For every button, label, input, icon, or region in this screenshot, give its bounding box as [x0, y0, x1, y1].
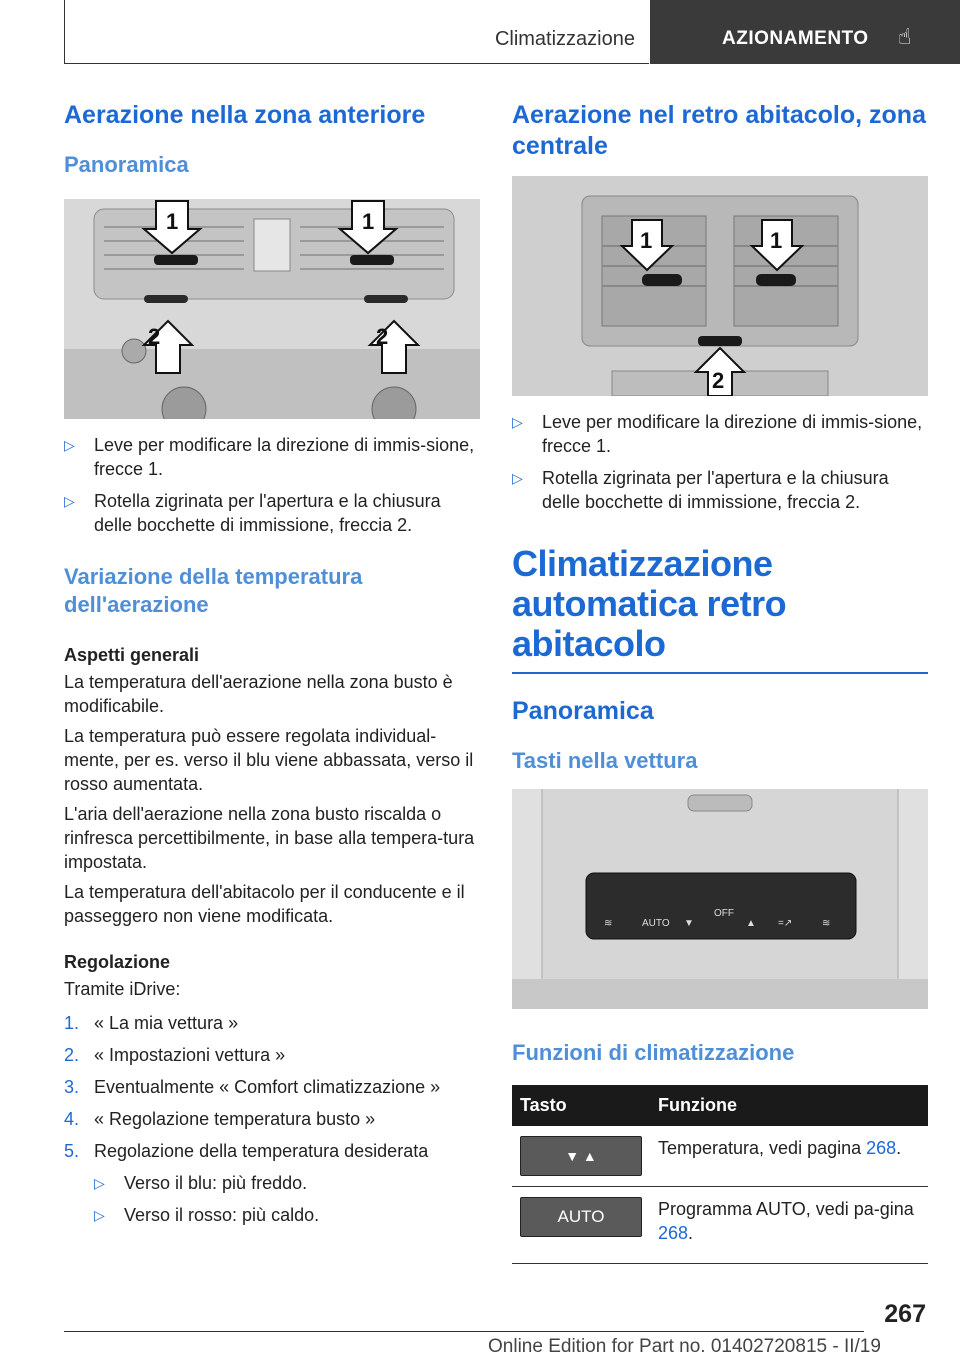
- left-column: [64, 100, 480, 1235]
- list-item: [64, 433, 480, 481]
- footer-rule: [64, 1331, 864, 1332]
- table-header-row: [512, 1085, 928, 1126]
- front-vent-title: Aerazione nella zona anteriore: [64, 101, 426, 129]
- list-item: [64, 1011, 480, 1035]
- svg-text:≋: ≋: [822, 918, 831, 929]
- list-item: [64, 489, 480, 537]
- rear-auto-climate-title: Climatizzazione automatica retro abitacolo: [512, 543, 787, 664]
- table-row: [512, 1126, 928, 1187]
- rear-vent-title: Aerazione nel retro abitacolo, zona centrale: [512, 101, 926, 160]
- regolazione-steps: [64, 1011, 480, 1163]
- hand-pointer-icon: ☝: [898, 24, 912, 49]
- header-divider: [64, 0, 65, 64]
- rear-panoramica-heading: Panoramica: [512, 697, 654, 725]
- svg-text:1: 1: [166, 209, 179, 234]
- triangle-bullet-icon: ▷: [64, 437, 75, 453]
- paragraph: L'aria dell'aerazione nella zona busto riscalda o rinfresca percettibilmente, in base alla tempera-tura impostata.: [64, 804, 475, 872]
- table-row: [512, 1187, 928, 1264]
- auto-key-icon: AUTO: [520, 1197, 642, 1237]
- page-link[interactable]: 268: [866, 1138, 897, 1158]
- panel-key-auto: AUTO: [642, 918, 670, 929]
- funzioni-heading: Funzioni di climatizzazione: [512, 1040, 795, 1065]
- substeps: [94, 1171, 480, 1227]
- triangle-bullet-icon: ▷: [94, 1207, 105, 1223]
- list-item: [64, 1043, 480, 1067]
- column-header-funzione: Funzione: [650, 1085, 928, 1126]
- svg-text:2: 2: [376, 324, 389, 349]
- paragraph: La temperatura può essere regolata individual-mente, per es. verso il blu viene abbassata, verso il rosso aumentata.: [64, 726, 474, 794]
- rear-vent-bullets: [512, 410, 928, 514]
- svg-text:▼: ▼: [684, 918, 694, 929]
- column-header-tasto: Tasto: [512, 1085, 650, 1126]
- regolazione-heading: Regolazione: [64, 952, 171, 972]
- bullet-text: Rotella zigrinata per l'apertura e la chiusura delle bocchette di immissione, freccia 2.: [542, 468, 889, 512]
- temperature-variation-heading: Variazione della temperatura dell'aerazione: [64, 564, 363, 617]
- step-text: « Regolazione temperatura busto »: [94, 1109, 376, 1129]
- svg-text:▲: ▲: [746, 918, 756, 929]
- list-item: [64, 1107, 480, 1131]
- function-cell: [650, 1126, 928, 1187]
- substep-text: Verso il blu: più freddo.: [124, 1173, 308, 1193]
- step-text: Regolazione della temperatura desiderata: [94, 1141, 429, 1161]
- list-item: [512, 466, 928, 514]
- key-cell: [512, 1126, 650, 1187]
- list-item: [64, 1139, 480, 1163]
- step-number: 4.: [64, 1109, 80, 1129]
- function-text: Temperatura, vedi pagina: [658, 1138, 867, 1158]
- step-text: « Impostazioni vettura »: [94, 1045, 286, 1065]
- triangle-bullet-icon: ▷: [94, 1175, 105, 1191]
- svg-text:=↗: =↗: [778, 918, 793, 929]
- front-vent-bullets: [64, 433, 480, 537]
- panel-key-off: OFF: [714, 908, 734, 919]
- list-item: [94, 1203, 480, 1227]
- step-text: Eventualmente « Comfort climatizzazione »: [94, 1077, 441, 1097]
- step-number: 5.: [64, 1141, 80, 1161]
- step-number: 2.: [64, 1045, 80, 1065]
- list-item: [94, 1171, 480, 1195]
- function-text: Programma AUTO, vedi pa-gina: [658, 1199, 914, 1219]
- triangle-bullet-icon: ▷: [64, 493, 75, 509]
- svg-text:1: 1: [362, 209, 375, 234]
- rear-vents-photo: [512, 176, 928, 396]
- key-cell: [512, 1187, 650, 1264]
- list-item: [512, 410, 928, 458]
- svg-text:2: 2: [148, 324, 161, 349]
- svg-text:2: 2: [712, 368, 725, 393]
- paragraph: La temperatura dell'abitacolo per il conducente e il passeggero non viene modificata.: [64, 882, 465, 926]
- function-text-end: .: [688, 1223, 694, 1243]
- bullet-text: Leve per modificare la direzione di immis-sione, frecce 1.: [94, 435, 475, 479]
- triangle-bullet-icon: ▷: [512, 414, 523, 430]
- bullet-text: Rotella zigrinata per l'apertura e la chiusura delle bocchette di immissione, freccia 2.: [94, 491, 441, 535]
- front-vents-photo: [64, 199, 480, 419]
- step-text: « La mia vettura »: [94, 1013, 239, 1033]
- edition-note: Online Edition for Part no. 01402720815 - II/19: [488, 1336, 881, 1357]
- page-link[interactable]: 268: [658, 1223, 689, 1243]
- front-panoramica-heading: Panoramica: [64, 152, 189, 177]
- paragraph: La temperatura dell'aerazione nella zona busto è modificabile.: [64, 672, 453, 716]
- aspects-heading: Aspetti generali: [64, 645, 200, 665]
- step-number: 3.: [64, 1077, 80, 1097]
- bullet-text: Leve per modificare la direzione di immis-sione, frecce 1.: [542, 412, 923, 456]
- temperature-key-icon: ▼ ▲: [520, 1136, 642, 1176]
- rear-panel-photo: [512, 789, 928, 1009]
- right-column: [512, 100, 928, 1264]
- substep-text: Verso il rosso: più caldo.: [124, 1205, 320, 1225]
- header-rule: [64, 63, 649, 64]
- svg-text:1: 1: [770, 228, 783, 253]
- header-chapter-tab[interactable]: [650, 0, 960, 64]
- triangle-bullet-icon: ▷: [512, 470, 523, 486]
- svg-text:1: 1: [640, 228, 653, 253]
- page-number: 267: [884, 1300, 926, 1328]
- step-number: 1.: [64, 1013, 80, 1033]
- regolazione-intro: Tramite iDrive:: [64, 979, 181, 999]
- functions-table: [512, 1085, 928, 1264]
- tasti-heading: Tasti nella vettura: [512, 748, 698, 773]
- function-text-end: .: [896, 1138, 902, 1158]
- list-item: [64, 1075, 480, 1099]
- header-chapter-label: AZIONAMENTO: [722, 28, 869, 49]
- function-cell: [650, 1187, 928, 1264]
- svg-text:≋: ≋: [604, 918, 613, 929]
- header-section-title: Climatizzazione: [494, 28, 635, 50]
- title-rule: [512, 672, 928, 674]
